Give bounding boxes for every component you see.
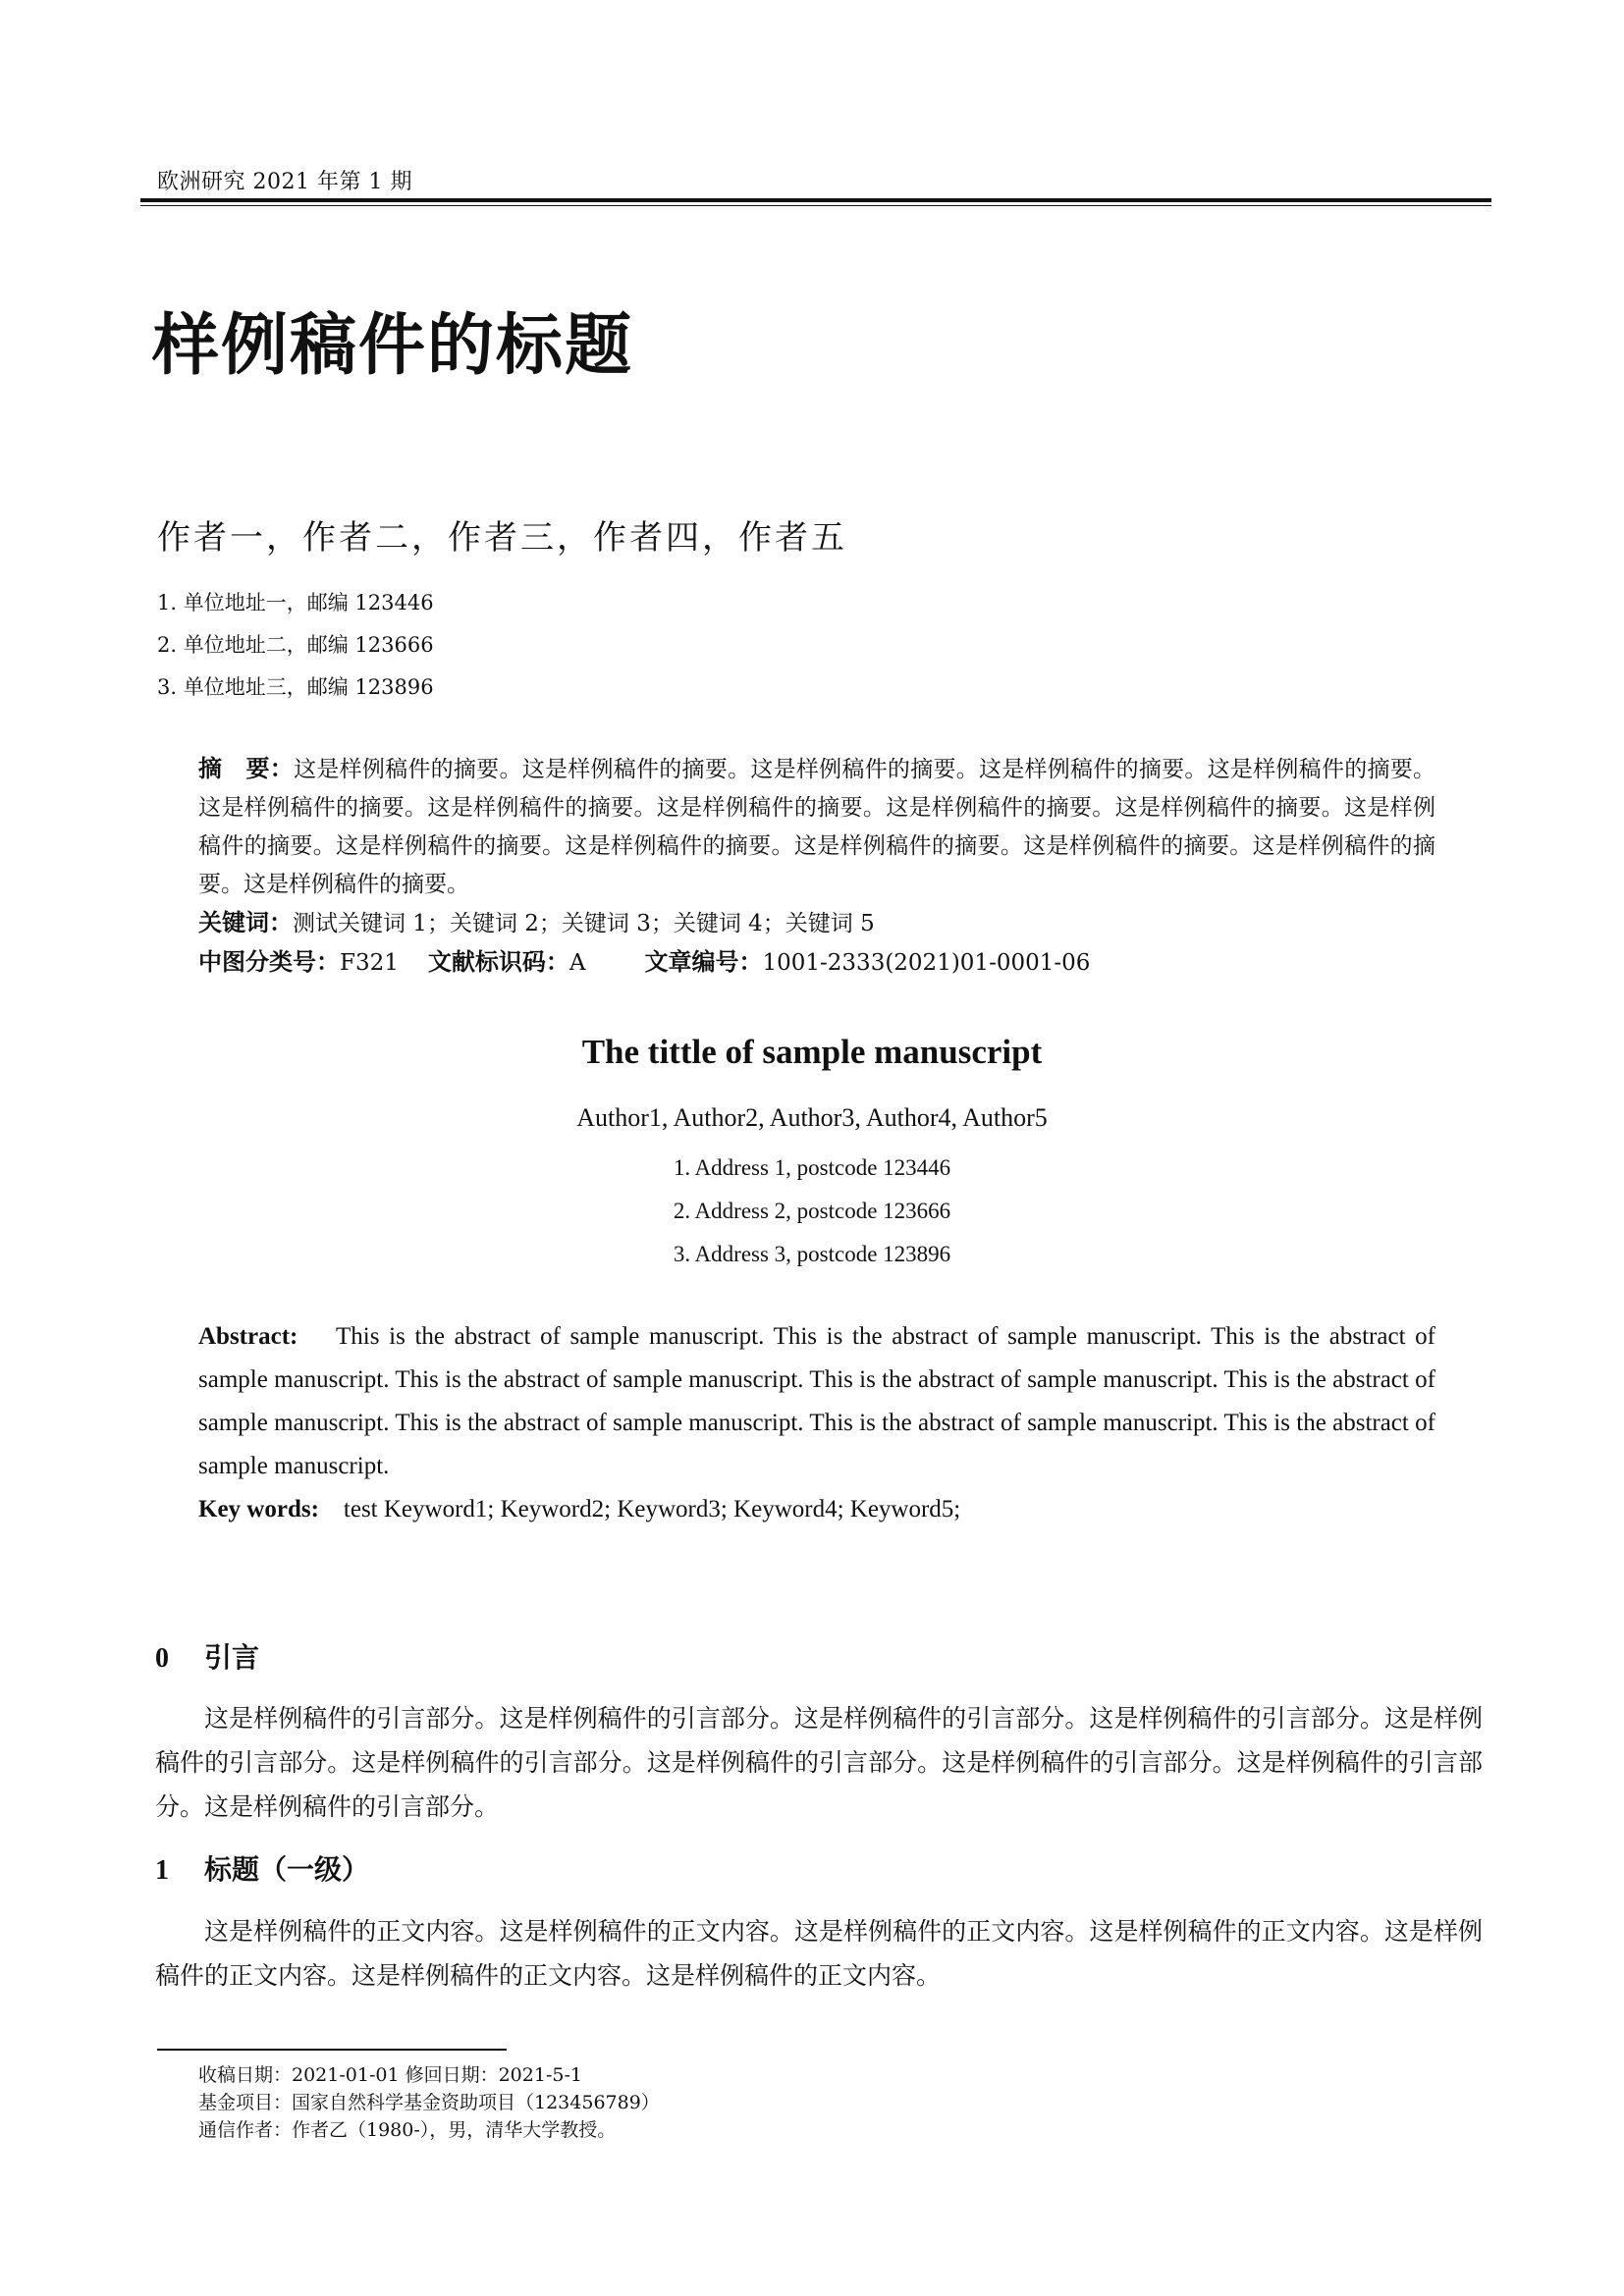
paper-title-cn: 样例稿件的标题: [152, 307, 634, 385]
keywords-en: [198, 1488, 1435, 1531]
affiliation-list-en: [0, 1147, 1624, 1276]
clc-label: 中图分类号：: [198, 948, 340, 976]
abstract-label-en: Abstract:: [198, 1323, 298, 1350]
paper-title-en: The tittle of sample manuscript: [581, 1033, 1043, 1071]
section-heading-1: [155, 1848, 369, 1888]
article-number-value: 1001-2333(2021)01-0001-06: [762, 950, 1091, 976]
affiliation-en: 3. Address 3, postcode 123896: [673, 1242, 951, 1266]
affiliation-en: 2. Address 2, postcode 123666: [673, 1199, 951, 1223]
abstract-en: [198, 1315, 1435, 1488]
section-body-1: 这是样例稿件的正文内容。这是样例稿件的正文内容。这是样例稿件的正文内容。这是样例稿件的正文内容。这是样例稿件的正文内容。这是样例稿件的正文内容。这是样例稿件的正文内容。: [155, 1917, 1483, 1990]
footnotes: [198, 2061, 660, 2144]
abstract-text-en: This is the abstract of sample manuscript. This is the abstract of sample manuscript. This is the abstract of sample manuscript. This is the abstract of sample manuscript. This is the abstract of sample manuscript. This is the abstract of sample manuscript. This is the abstract of sample manuscript. This is the abstract of sample manuscript. This is the abstract of sample manuscript.: [198, 1323, 1436, 1479]
affiliation-cn: 3. 单位地址三，邮编 123896: [157, 675, 434, 699]
abstract-text-cn: 这是样例稿件的摘要。这是样例稿件的摘要。这是样例稿件的摘要。这是样例稿件的摘要。这是样例稿件的摘要。这是样例稿件的摘要。这是样例稿件的摘要。这是样例稿件的摘要。这是样例稿件的摘要。这是样例稿件的摘要。这是样例稿件的摘要。这是样例稿件的摘要。这是样例稿件的摘要。这是样例稿件的摘要。这是样例稿件的摘要。这是样例稿件的摘要。这是样例稿件的摘要。: [198, 757, 1436, 897]
affiliation-cn: 2. 单位地址二，邮编 123666: [157, 633, 434, 657]
abstract-block-cn: [198, 750, 1435, 983]
keywords-label-cn: 关键词：: [198, 909, 293, 936]
footnote-rule: [157, 2049, 507, 2051]
section-title: 引言: [204, 1641, 260, 1674]
keywords-cn: [198, 904, 1435, 943]
affiliation-en: 1. Address 1, postcode 123446: [673, 1155, 951, 1180]
section-body-intro: 这是样例稿件的引言部分。这是样例稿件的引言部分。这是样例稿件的引言部分。这是样例稿件的引言部分。这是样例稿件的引言部分。这是样例稿件的引言部分。这是样例稿件的引言部分。这是样例稿件的引言部分。这是样例稿件的引言部分。这是样例稿件的引言部分。: [155, 1704, 1483, 1821]
footnote-corresponding-author: 通信作者：作者乙（1980-），男，清华大学教授。: [198, 2119, 617, 2141]
doc-code-label: 文献标识码：: [427, 948, 569, 976]
keywords-text-cn: 测试关键词 1；关键词 2；关键词 3；关键词 4；关键词 5: [293, 911, 875, 936]
running-head: 欧洲研究 2021 年第 1 期: [157, 170, 412, 194]
author-list-cn: 作者一，作者二，作者三，作者四，作者五: [157, 518, 847, 558]
classification-line: [198, 943, 1435, 983]
abstract-block-en: [198, 1315, 1435, 1531]
header-rule-thin: [140, 205, 1491, 206]
affiliation-cn: 1. 单位地址一，邮编 123446: [157, 591, 434, 614]
abstract-cn: [198, 750, 1435, 904]
footnote-dates: 收稿日期：2021-01-01 修回日期：2021-5-1: [198, 2064, 582, 2086]
article-number-label: 文章编号：: [644, 948, 763, 976]
section-number: 1: [155, 1855, 169, 1886]
section-number: 0: [155, 1643, 169, 1674]
doc-code-value: A: [568, 950, 586, 976]
abstract-label-cn: 摘 要：: [198, 755, 295, 782]
section-heading-intro: [155, 1636, 259, 1676]
keywords-label-en: Key words:: [198, 1496, 319, 1522]
keywords-text-en: test Keyword1; Keyword2; Keyword3; Keyword4; Keyword5;: [343, 1496, 961, 1522]
header-rule-thick: [140, 198, 1491, 202]
affiliation-list-cn: [157, 582, 434, 709]
author-list-en: Author1, Author2, Author3, Author4, Author5: [576, 1103, 1048, 1132]
footnote-funding: 基金项目：国家自然科学基金资助项目（123456789）: [198, 2092, 660, 2113]
clc-value: F321: [340, 950, 399, 976]
section-title: 标题（一级）: [204, 1853, 370, 1886]
